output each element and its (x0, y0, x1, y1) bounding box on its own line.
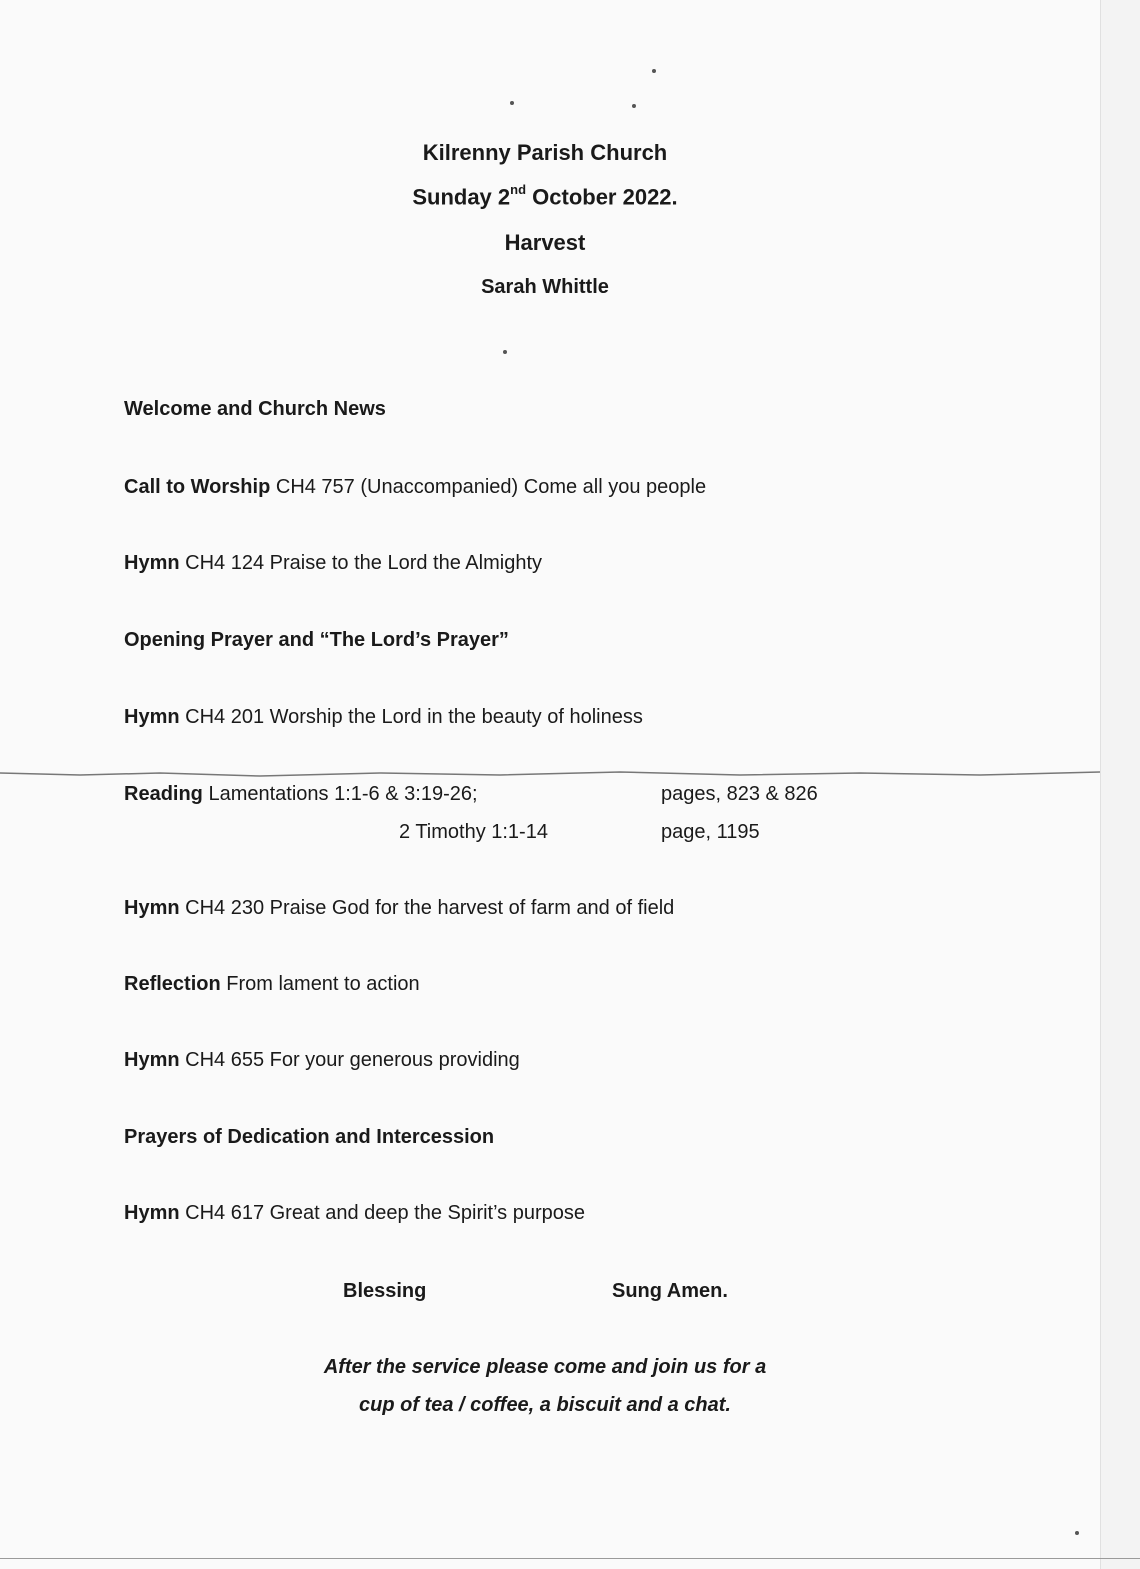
footer-line-2: cup of tea / coffee, a biscuit and a chat. (359, 1394, 731, 1416)
list-item: Hymn CH4 124 Praise to the Lord the Almighty (124, 552, 542, 574)
church-name: Kilrenny Parish Church (422, 140, 668, 165)
reading-pages-1: pages, 823 & 826 (661, 783, 818, 805)
occasion: Harvest (504, 230, 586, 255)
blessing: Blessing (343, 1280, 427, 1302)
speck (1075, 1531, 1079, 1535)
list-item: Hymn CH4 201 Worship the Lord in the beauty of holiness (124, 706, 643, 728)
reading-line-1: Reading Lamentations 1:1-6 & 3:19-26; (124, 783, 478, 805)
list-item: Opening Prayer and “The Lord’s Prayer” (124, 629, 509, 651)
list-item: Reflection From lament to action (124, 973, 420, 995)
page-bottom-edge (0, 1558, 1140, 1559)
speck (503, 350, 507, 354)
speck (510, 101, 514, 105)
service-date: Sunday 2nd October 2022. (412, 182, 678, 210)
footer-line-1: After the service please come and join us for a (323, 1356, 767, 1378)
paper-crease (0, 770, 1100, 778)
paper-edge (1100, 0, 1140, 1569)
sung-amen: Sung Amen. (612, 1280, 728, 1302)
speck (632, 104, 636, 108)
list-item: Prayers of Dedication and Intercession (124, 1126, 495, 1148)
list-item: Hymn CH4 230 Praise God for the harvest of farm and of field (124, 897, 675, 919)
list-item: Hymn CH4 655 For your generous providing (124, 1049, 520, 1071)
reading-line-2: 2 Timothy 1:1-14 (399, 821, 548, 843)
preacher: Sarah Whittle (481, 276, 609, 298)
speck (652, 69, 656, 73)
list-item: Call to Worship CH4 757 (Unaccompanied) Come all you people (124, 476, 707, 498)
list-item: Welcome and Church News (124, 398, 386, 420)
reading-pages-2: page, 1195 (661, 821, 760, 843)
list-item: Hymn CH4 617 Great and deep the Spirit’s purpose (124, 1202, 586, 1224)
